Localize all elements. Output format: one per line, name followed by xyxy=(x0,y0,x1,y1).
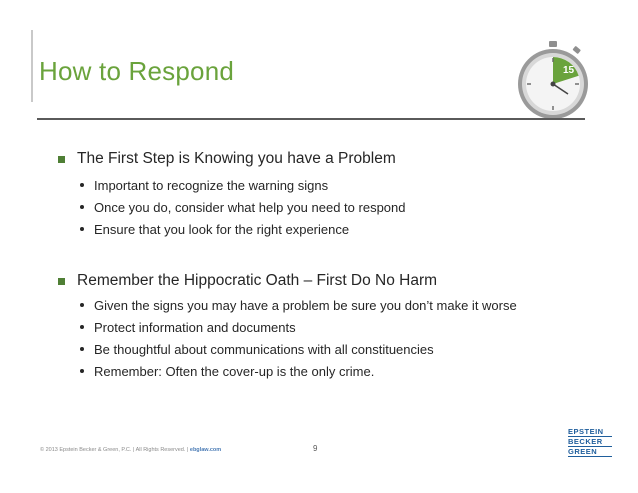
footer-copyright xyxy=(40,447,221,453)
page-number: 9 xyxy=(313,444,318,453)
list-item xyxy=(80,196,406,218)
list-item-text: Important to recognize the warning signs xyxy=(94,177,329,193)
bullet-icon xyxy=(80,369,84,373)
list-item xyxy=(80,294,517,316)
list-item-text: Ensure that you look for the right experience xyxy=(94,221,350,237)
square-bullet-icon xyxy=(58,278,65,285)
footer-url-link[interactable]: ebglaw.com xyxy=(189,447,222,453)
slide-title: How to Respond xyxy=(39,56,235,86)
list-item xyxy=(80,218,406,240)
list-item xyxy=(80,338,517,360)
bullet-icon xyxy=(80,303,84,307)
top-bar xyxy=(0,0,638,30)
list-item-text: Once you do, consider what help you need to respond xyxy=(94,199,406,215)
bullet-icon xyxy=(80,183,84,187)
title-divider xyxy=(37,118,585,120)
copyright-text: © 2013 Epstein Becker & Green, P.C. | All Rights Reserved. | xyxy=(40,447,189,453)
list-item xyxy=(80,360,517,382)
section-heading xyxy=(58,272,517,290)
company-logo xyxy=(568,427,612,457)
list-item xyxy=(80,174,406,196)
bullet-icon xyxy=(80,347,84,351)
logo-line: GREEN xyxy=(568,447,612,457)
logo-line: EPSTEIN xyxy=(568,427,612,437)
list-item-text: Remember: Often the cover-up is the only crime. xyxy=(94,363,375,379)
section-heading-text: The First Step is Knowing you have a Problem xyxy=(77,150,396,167)
section-heading xyxy=(58,150,406,168)
section-heading-text: Remember the Hippocratic Oath – First Do No Harm xyxy=(77,272,438,289)
list-item xyxy=(80,316,517,338)
square-bullet-icon xyxy=(58,156,65,163)
logo-line: BECKER xyxy=(568,437,612,447)
bullet-icon xyxy=(80,325,84,329)
timer-value: 15 xyxy=(563,65,575,76)
bullet-icon xyxy=(80,227,84,231)
accent-rule xyxy=(31,30,33,102)
stopwatch-icon xyxy=(512,40,594,122)
list-item-text: Be thoughtful about communications with all constituencies xyxy=(94,341,434,357)
section-2 xyxy=(58,272,517,382)
list-item-text: Given the signs you may have a problem be sure you don’t make it worse xyxy=(94,297,517,313)
list-item-text: Protect information and documents xyxy=(94,319,296,335)
bullet-icon xyxy=(80,205,84,209)
section-1 xyxy=(58,150,406,240)
